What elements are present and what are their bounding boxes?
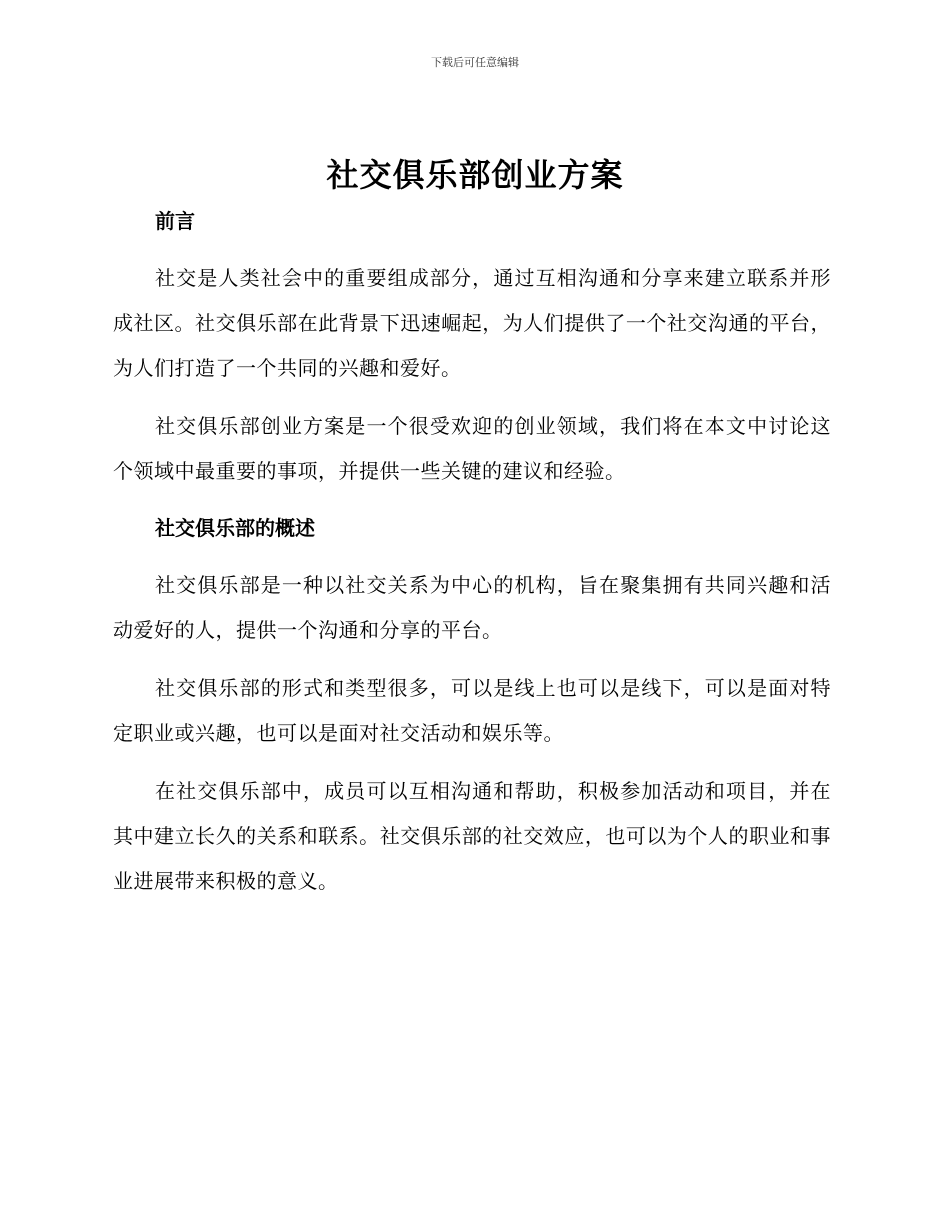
document-body xyxy=(113,200,831,904)
section-heading-preface: 前言 xyxy=(155,209,195,233)
document-title: 社交俱乐部创业方案 xyxy=(326,156,624,194)
paragraph: 在社交俱乐部中，成员可以互相沟通和帮助，积极参加活动和项目，并在其中建立长久的关系和联系。社交俱乐部的社交效应，也可以为个人的职业和事业进展带来积极的意义。 xyxy=(113,779,831,893)
paragraph: 社交俱乐部的形式和类型很多，可以是线上也可以是线下，可以是面对特定职业或兴趣，也可以是面对社交活动和娱乐等。 xyxy=(113,676,831,745)
paragraph: 社交俱乐部创业方案是一个很受欢迎的创业领域，我们将在本文中讨论这个领域中最重要的事项，并提供一些关键的建议和经验。 xyxy=(113,414,831,483)
paragraph: 社交是人类社会中的重要组成部分，通过互相沟通和分享来建立联系并形成社区。社交俱乐部在此背景下迅速崛起，为人们提供了一个社交沟通的平台，为人们打造了一个共同的兴趣和爱好。 xyxy=(113,266,831,380)
page-header-note: 下载后可任意编辑 xyxy=(431,56,519,69)
section-heading-overview: 社交俱乐部的概述 xyxy=(155,516,315,540)
paragraph: 社交俱乐部是一种以社交关系为中心的机构，旨在聚集拥有共同兴趣和活动爱好的人，提供一个沟通和分享的平台。 xyxy=(113,573,831,642)
